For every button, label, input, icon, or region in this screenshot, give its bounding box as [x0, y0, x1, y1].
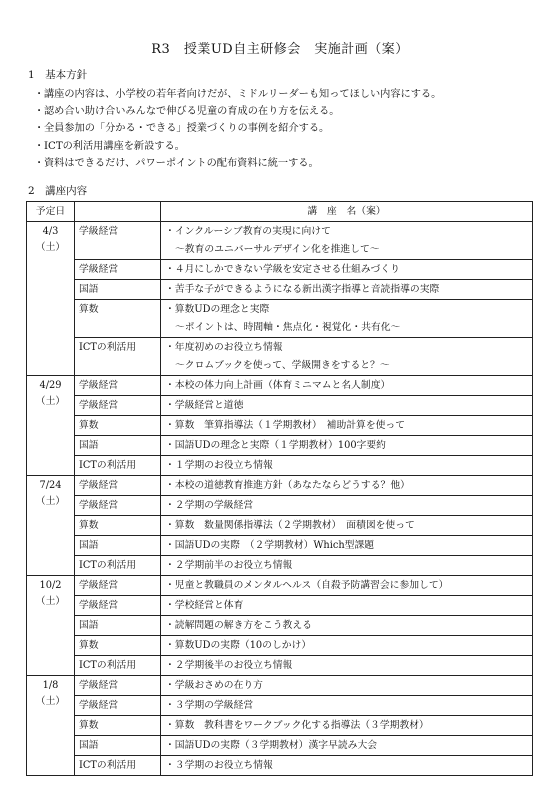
- policy-item: ・ICTの利活用講座を新設する。: [34, 140, 185, 152]
- table-row: [27, 300, 533, 338]
- subject-cell: 国語: [75, 436, 161, 456]
- course-cell: [161, 476, 533, 496]
- course-title: ・国語UDの実際（３学期教材）漢字早読み大会: [165, 740, 378, 751]
- table-header-row: [27, 202, 533, 222]
- course-title: ・算数UDの理念と実際: [165, 304, 270, 315]
- course-title: ・学級経営と道徳: [165, 400, 244, 411]
- course-title: ・算数 教科書をワークブック化する指導法（３学期教材）: [165, 720, 429, 731]
- course-cell: [161, 260, 533, 280]
- day-of-week: （土）: [35, 596, 66, 607]
- date-value: 10/2: [39, 580, 62, 591]
- course-title: ・３学期のお役立ち情報: [165, 760, 273, 771]
- course-cell: [161, 716, 533, 736]
- course-cell: [161, 636, 533, 656]
- date-cell: [27, 476, 75, 576]
- course-cell: [161, 616, 533, 636]
- policy-list: [34, 86, 441, 172]
- course-cell: [161, 280, 533, 300]
- course-title: ・読解問題の解き方をこう教える: [165, 620, 312, 631]
- subject-cell: 学級経営: [75, 696, 161, 716]
- course-cell: [161, 300, 533, 338]
- table-row: [27, 338, 533, 376]
- subject-cell: 学級経営: [75, 476, 161, 496]
- course-cell: [161, 222, 533, 260]
- course-subtitle: ～教育のユニバーサルデザイン化を推進して～: [175, 244, 380, 255]
- course-cell: [161, 696, 533, 716]
- course-title: ・苦手な子ができるようになる新出漢字指導と音読指導の実際: [165, 284, 440, 295]
- subject-cell: 国語: [75, 616, 161, 636]
- subject-cell: 国語: [75, 536, 161, 556]
- subject-cell: 算数: [75, 300, 161, 338]
- table-row: [27, 222, 533, 260]
- course-title: ・学級おさめの在り方: [165, 680, 263, 691]
- table-row: [27, 616, 533, 636]
- course-cell: [161, 656, 533, 676]
- course-cell: [161, 676, 533, 696]
- course-cell: [161, 496, 533, 516]
- table-row: [27, 676, 533, 696]
- table-row: [27, 556, 533, 576]
- subject-cell: ICTの利活用: [75, 656, 161, 676]
- table-row: [27, 456, 533, 476]
- table-row: [27, 576, 533, 596]
- course-title: ・本校の体力向上計画（体育ミニマムと名人制度）: [165, 380, 391, 391]
- course-title: ・４月にしかできない学級を安定させる仕組みづくり: [165, 264, 400, 275]
- table-row: [27, 596, 533, 616]
- course-title: ・児童と教職員のメンタルヘルス（自殺予防講習会に参加して）: [165, 580, 449, 591]
- subject-cell: ICTの利活用: [75, 338, 161, 376]
- day-of-week: （土）: [35, 396, 66, 407]
- date-value: 7/24: [39, 480, 62, 491]
- table-row: [27, 416, 533, 436]
- table-row: [27, 536, 533, 556]
- policy-item: ・資料はできるだけ、パワーポイントの配布資料に統一する。: [34, 157, 319, 169]
- course-subtitle: ～ポイントは、時間軸・焦点化・視覚化・共有化～: [175, 322, 401, 333]
- course-cell: [161, 516, 533, 536]
- table-row: [27, 656, 533, 676]
- course-title: ・算数 数量関係指導法（２学期教材） 面積図を使って: [165, 520, 415, 531]
- subject-cell: ICTの利活用: [75, 756, 161, 776]
- subject-cell: 学級経営: [75, 260, 161, 280]
- subject-cell: 学級経営: [75, 596, 161, 616]
- course-title: ・２学期前半のお役立ち情報: [165, 560, 293, 571]
- policy-item: ・全員参加の「分かる・できる」授業づくりの事例を紹介する。: [34, 123, 330, 135]
- course-cell: [161, 556, 533, 576]
- date-cell: [27, 576, 75, 676]
- course-cell: [161, 576, 533, 596]
- course-title: ・２学期の学級経営: [165, 500, 254, 511]
- date-cell: [27, 376, 75, 476]
- course-cell: [161, 536, 533, 556]
- table-row: [27, 736, 533, 756]
- table-row: [27, 376, 533, 396]
- subject-cell: 学級経営: [75, 396, 161, 416]
- subject-cell: 算数: [75, 516, 161, 536]
- document-title: R3 授業UD自主研修会 実施計画（案）: [151, 42, 409, 57]
- day-of-week: （土）: [35, 696, 66, 707]
- subject-cell: 国語: [75, 736, 161, 756]
- course-title: ・学校経営と体育: [165, 600, 244, 611]
- course-cell: [161, 416, 533, 436]
- subject-cell: 国語: [75, 280, 161, 300]
- date-value: 1/8: [42, 680, 59, 691]
- course-cell: [161, 756, 533, 776]
- date-value: 4/3: [42, 226, 59, 237]
- table-row: [27, 756, 533, 776]
- schedule-table: [26, 201, 533, 776]
- table-row: [27, 636, 533, 656]
- course-title: ・算数UDの実際（10のしかけ）: [165, 640, 312, 651]
- subject-cell: ICTの利活用: [75, 556, 161, 576]
- course-title: ・国語UDの理念と実際（１学期教材）100字要約: [165, 440, 386, 451]
- date-cell: [27, 676, 75, 776]
- subject-cell: 学級経営: [75, 376, 161, 396]
- date-cell: [27, 222, 75, 376]
- course-cell: [161, 396, 533, 416]
- policy-item: ・認め合い助け合いみんなで伸びる児童の育成の在り方を伝える。: [34, 106, 340, 118]
- table-row: [27, 716, 533, 736]
- header-course: 講 座 名（案）: [161, 202, 533, 222]
- table-row: [27, 496, 533, 516]
- table-row: [27, 396, 533, 416]
- course-cell: [161, 456, 533, 476]
- day-of-week: （土）: [35, 496, 66, 507]
- header-subject: [75, 202, 161, 222]
- course-title: ・１学期のお役立ち情報: [165, 460, 273, 471]
- subject-cell: 学級経営: [75, 222, 161, 260]
- subject-cell: 学級経営: [75, 576, 161, 596]
- course-title: ・本校の道徳教育推進方針（あなたならどうする？他）: [165, 480, 410, 491]
- subject-cell: 学級経営: [75, 676, 161, 696]
- header-date: 予定日: [27, 202, 75, 222]
- subject-cell: 算数: [75, 416, 161, 436]
- course-title: ・年度初めのお役立ち情報: [165, 342, 283, 353]
- table-row: [27, 516, 533, 536]
- course-title: ・国語UDの実際 （２学期教材）Which型課題: [165, 540, 375, 551]
- course-cell: [161, 338, 533, 376]
- section-heading-basic-policy: 1 基本方針: [28, 69, 88, 81]
- course-title: ・２学期後半のお役立ち情報: [165, 660, 293, 671]
- table-row: [27, 476, 533, 496]
- course-cell: [161, 736, 533, 756]
- course-cell: [161, 596, 533, 616]
- subject-cell: 算数: [75, 716, 161, 736]
- course-cell: [161, 376, 533, 396]
- table-row: [27, 696, 533, 716]
- course-title: ・インクルーシブ教育の実現に向けて: [165, 226, 331, 237]
- course-subtitle: ～クロムブックを使って、学級開きをすると？～: [175, 360, 390, 371]
- course-cell: [161, 436, 533, 456]
- policy-item: ・講座の内容は、小学校の若年者向けだが、ミドルリーダーも知ってほしい内容にする。: [34, 89, 442, 100]
- table-row: [27, 260, 533, 280]
- course-title: ・３学期の学級経営: [165, 700, 254, 711]
- day-of-week: （土）: [35, 242, 66, 253]
- subject-cell: 学級経営: [75, 496, 161, 516]
- subject-cell: ICTの利活用: [75, 456, 161, 476]
- date-value: 4/29: [39, 380, 62, 391]
- subject-cell: 算数: [75, 636, 161, 656]
- table-row: [27, 436, 533, 456]
- section-heading-course-content: 2 講座内容: [28, 185, 88, 197]
- course-title: ・算数 筆算指導法（１学期教材） 補助計算を使って: [165, 420, 406, 431]
- table-row: [27, 280, 533, 300]
